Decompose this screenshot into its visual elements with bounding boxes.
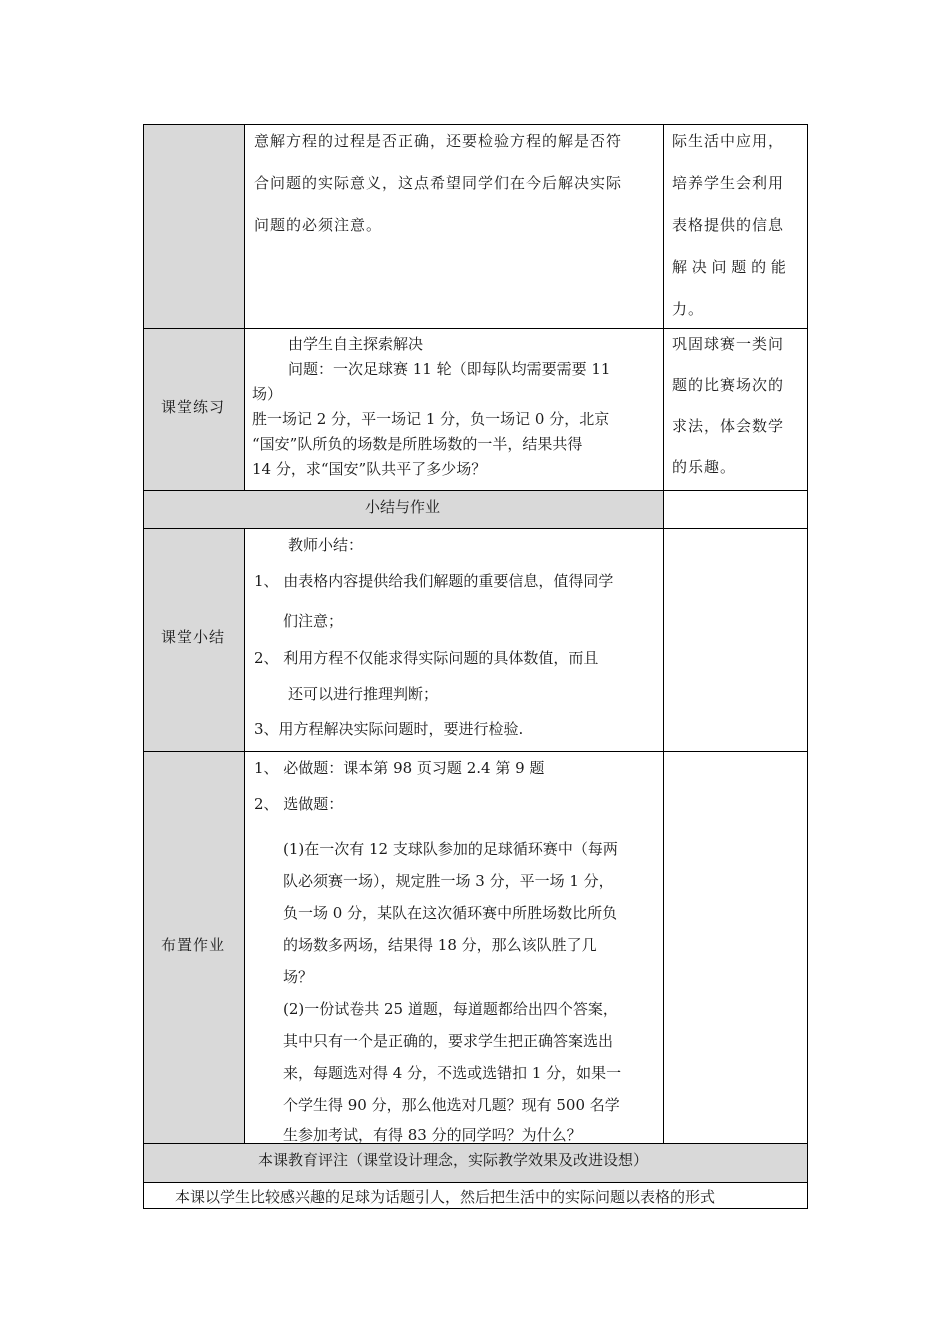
homework-content-line: 的场数多两场，结果得 18 分，那么该队胜了几 (283, 936, 597, 954)
row1-content-line: 意解方程的过程是否正确，还要检验方程的解是否符 (254, 132, 623, 150)
practice-content-line: 14 分，求“国安”队共平了多少场？ (252, 460, 487, 478)
table-line (244, 124, 245, 490)
homework-content-line: (2)一份试卷共 25 道题，每道题都给出四个答案， (283, 1000, 618, 1018)
summary-content-line: 教师小结： (288, 536, 364, 554)
practice-content-line: 场） (252, 385, 283, 403)
summary-label: 课堂小结 (161, 628, 226, 646)
summary-content-line: 2、 利用方程不仅能求得实际问题的具体数值，而且 (254, 649, 599, 667)
summary-content-line: 1、 由表格内容提供给我们解题的重要信息，值得同学 (254, 572, 614, 590)
table-line (143, 490, 808, 491)
table-line (807, 124, 808, 1209)
homework-content-line: 个学生得 90 分，那么他选对几题？现有 500 名学 (283, 1096, 620, 1114)
row1-goal-line: 际生活中应用， (672, 132, 785, 150)
summary-content-line: 们注意； (283, 612, 344, 630)
practice-content-line: 由学生自主探索解决 (288, 335, 424, 353)
summary-content-line: 还可以进行推理判断； (288, 685, 439, 703)
practice-label: 课堂练习 (161, 398, 226, 416)
summary-content-line: 3、用方程解决实际问题时，要进行检验. (254, 720, 524, 738)
row1-goal-line: 解 决 问 题 的 能 (672, 258, 786, 276)
table-line (663, 124, 664, 1143)
row1-content-line: 合问题的实际意义，这点希望同学们在今后解决实际 (254, 174, 623, 192)
homework-content-line: (1)在一次有 12 支球队参加的足球循环赛中（每两 (283, 840, 618, 858)
table-line (143, 124, 144, 1209)
practice-content-line: 问题：一次足球赛 11 轮（即每队均需要需要 11 (288, 360, 611, 378)
practice-goal-line: 题的比赛场次的 (672, 376, 785, 394)
practice-content-line: 胜一场记 2 分，平一场记 1 分，负一场记 0 分，北京 (252, 410, 610, 428)
row1-goal-line: 力。 (672, 300, 705, 318)
homework-content-line: 1、 必做题：课本第 98 页习题 2.4 第 9 题 (254, 759, 545, 777)
homework-label: 布置作业 (161, 936, 226, 954)
homework-content-line: 生参加考试，有得 83 分的同学吗？为什么？ (283, 1126, 582, 1144)
table-line (143, 1208, 808, 1209)
table-line (143, 1182, 808, 1183)
practice-goal-line: 求法，体会数学 (672, 417, 785, 435)
homework-content-line: 场？ (283, 968, 314, 986)
practice-goal-line: 的乐趣。 (672, 458, 737, 476)
table-line (143, 328, 808, 329)
homework-content-line: 其中只有一个是正确的，要求学生把正确答案选出 (283, 1032, 614, 1050)
section-summary-title: 小结与作业 (365, 498, 441, 516)
row1-goal-line: 培养学生会利用 (672, 174, 785, 192)
reflection-content: 本课以学生比较感兴趣的足球为话题引人，然后把生活中的实际问题以表格的形式 (175, 1188, 716, 1206)
table-line (244, 528, 245, 1143)
row1-goal-line: 表格提供的信息 (672, 216, 785, 234)
homework-content-line: 队必须赛一场），规定胜一场 3 分，平一场 1 分， (283, 872, 614, 890)
homework-content-line: 来，每题选对得 4 分，不选或选错扣 1 分，如果一 (283, 1064, 622, 1082)
row1-content-line: 问题的必须注意。 (254, 216, 383, 234)
table-line (143, 528, 808, 529)
practice-goal-line: 巩固球赛一类问 (672, 335, 785, 353)
homework-content-line: 2、 选做题： (254, 795, 344, 813)
table-line (143, 124, 808, 125)
table-line (143, 751, 808, 752)
practice-content-line: “国安”队所负的场数是所胜场数的一半，结果共得 (252, 435, 583, 453)
row1-label-cell (143, 124, 244, 328)
reflection-title: 本课教育评注（课堂设计理念，实际教学效果及改进设想） (258, 1151, 649, 1169)
homework-content-line: 负一场 0 分，某队在这次循环赛中所胜场数比所负 (283, 904, 618, 922)
